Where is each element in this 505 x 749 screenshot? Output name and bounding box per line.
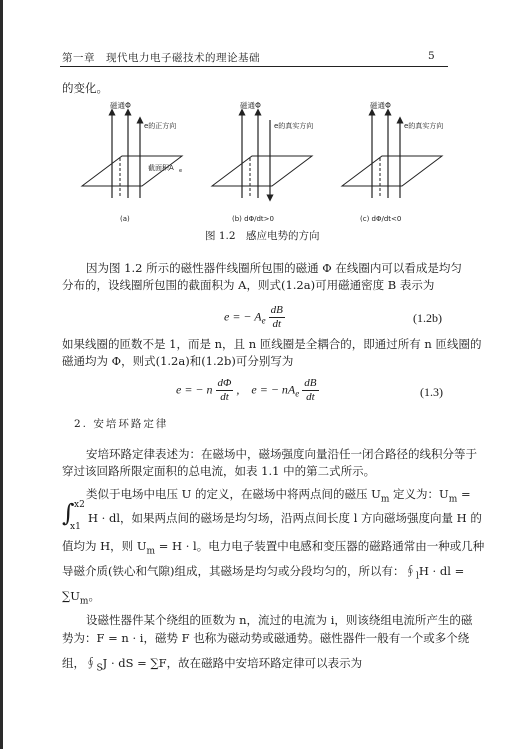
figure-caption: 图 1.2 感应电势的方向 xyxy=(205,230,320,242)
emf-label-a: e的正方向 xyxy=(144,122,177,130)
area-label-a: 截面积A xyxy=(148,164,174,172)
figure-panel-c xyxy=(342,100,443,223)
para2-line1: 如果线圈的匝数不是 1，而是 n，且 n 匝线圈是全耦合的，即通过所有 n 匝线圈的 xyxy=(62,337,482,351)
para1-line2: 分布的，设线圈所包围的截面积为 A，则式(1.2a)可用磁通密度 B 表示为 xyxy=(62,278,435,292)
flux-label-a: 磁通Φ xyxy=(110,101,131,110)
integral-upper-limit: x2 xyxy=(74,500,85,510)
para5-line2: 势为：F = n · i，磁势 F 也称为磁动势或磁通势。磁性器件一般有一个或多个绕 xyxy=(62,631,470,645)
figure-panel-a xyxy=(82,100,182,223)
equation-number-1-2b: (1.2b) xyxy=(413,311,442,325)
para3-line2: 穿过该回路所限定面积的总电流，如表 1.1 中的第二式所示。 xyxy=(62,464,376,478)
svg-text:e: e xyxy=(179,168,183,174)
flux-label-c: 磁通Φ xyxy=(370,101,391,110)
figure-panel-b xyxy=(212,100,313,223)
emf-label-c: e的真实方向 xyxy=(404,122,444,130)
flux-label-b: 磁通Φ xyxy=(240,101,261,110)
sublabel-b: (b) dΦ/dt>0 xyxy=(232,215,274,223)
equation-1-3: e = − n $\frac{d\Phi}{dt}$ , e = − $nA_e$ $\frac{dB}{dt}$ xyxy=(176,377,317,403)
sublabel-c: (c) dΦ/dt<0 xyxy=(360,215,402,223)
intro-line: 的变化。 xyxy=(62,81,108,95)
para4-line1: 类似于电场中电压 U 的定义，在磁场中将两点间的磁压 $U_m$ 定义为：$U_m$ = xyxy=(86,487,471,505)
integral-sign: ∫ xyxy=(62,499,75,527)
para5-line3: 组，$∮_SJ$ · dS = ∑F，故在磁路中安培环路定律可以表示为 xyxy=(62,656,363,674)
equation-1-2b: e = − $A_e$ $\frac{dB}{dt}$ xyxy=(224,304,283,330)
para3-line1: 安培环路定律表述为：在磁场中，磁场强度向量沿任一闭合路径的线积分等于 xyxy=(86,447,477,461)
page-binding-edge xyxy=(0,0,3,749)
figure-induced-emf-direction xyxy=(60,98,450,223)
page-number: 5 xyxy=(428,50,436,62)
coil-plane-b xyxy=(212,156,312,186)
para4-line5: $\sum U_m$。 xyxy=(62,589,100,607)
para4-line3: 值均为 H，则 $U_m = H \cdot l$。电力电子装置中电感和变压器的磁路通常由一种或几种 xyxy=(62,539,485,557)
para4-line4: 导磁介质(铁心和气隙)组成，其磁场是均匀或分段均匀的，所以有：$∮_lH$ · dl = xyxy=(62,564,465,582)
para4-line2: H · dl，如果两点间的磁场是均匀场，沿两点间长度 l 方向磁场强度向量 H 的 xyxy=(88,511,482,525)
chapter-header: 第一章 现代电力电子磁技术的理论基础 xyxy=(62,52,260,64)
integral-lower-limit: x1 xyxy=(70,522,81,532)
para5-line1: 设磁性器件某个绕组的匝数为 n，流过的电流为 i，则该绕组电流所产生的磁 xyxy=(86,613,473,627)
para1-line1: 因为图 1.2 所示的磁性器件线圈所包围的磁通 Φ 在线圈内可以看成是均匀 xyxy=(86,261,462,275)
coil-plane-c xyxy=(342,156,442,186)
section-title-ampere-law: 2. 安培环路定律 xyxy=(74,418,169,430)
sublabel-a: (a) xyxy=(120,215,130,223)
emf-label-b: e的真实方向 xyxy=(274,122,314,130)
equation-number-1-3: (1.3) xyxy=(420,385,443,399)
para2-line2: 磁通均为 Φ，则式(1.2a)和(1.2b)可分别写为 xyxy=(62,354,294,368)
header-rule xyxy=(60,66,448,67)
